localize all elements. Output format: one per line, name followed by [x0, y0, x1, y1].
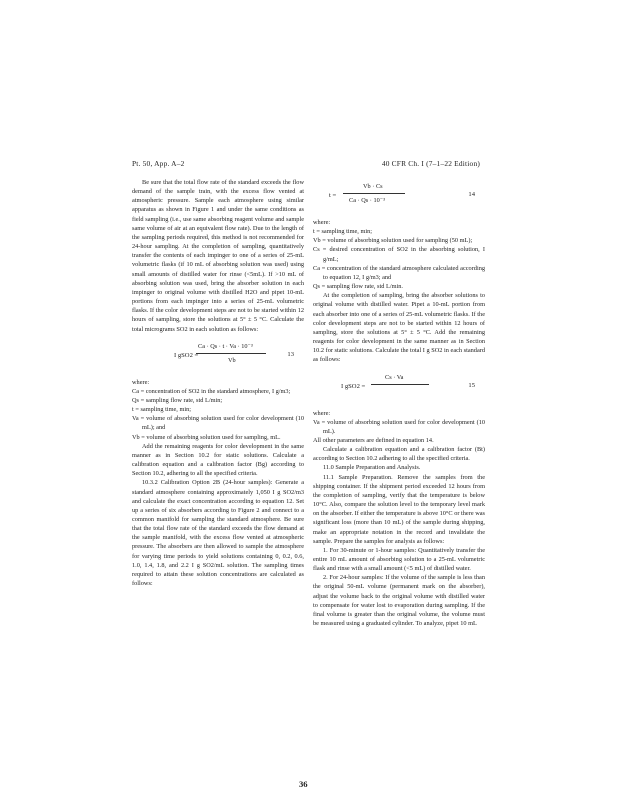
- equation-number: 15: [468, 381, 475, 389]
- equation-numerator: Cs · Va: [385, 373, 404, 381]
- running-header-left: Pt. 50, App. A–2: [132, 159, 185, 168]
- fraction-bar: [371, 384, 429, 385]
- definition: t = sampling time, min;: [132, 406, 191, 414]
- equation-lhs: I gSO2 =: [341, 382, 366, 390]
- paragraph: 1. For 30-minute or 1-hour samples: Quantitatively transfer the entire 10 mL amount of absorbing solution to a 25-mL volumetric flask and rinse with a small amount (<5 mL) of distilled water.: [313, 546, 485, 573]
- page-number: 36: [299, 779, 308, 789]
- definition: All other parameters are defined in equation 14.: [313, 436, 434, 444]
- equation-denominator: Ca · Qs · 10⁻³: [349, 197, 385, 204]
- equation-13: [132, 338, 304, 374]
- running-header-right: 40 CFR Ch. I (7–1–22 Edition): [381, 159, 480, 168]
- definition: t = sampling time, min;: [313, 228, 372, 236]
- paragraph: At the completion of sampling, bring the absorber solutions to original volume with distilled water. Pipet a 10-mL portion from each absorber into one of a series of 25-mL volumetric flasks. If the color development steps are not to be started within 12 hours of sampling, store the solutions at 5° ± 5 °C. Add the remaining reagents for color development in the same manner as in Section 10.2 for static solutions. Calculate the total I g SO2 in each standard as follows:: [313, 292, 485, 364]
- equation-denominator: Vb: [228, 356, 236, 364]
- equation-number: 14: [468, 191, 475, 198]
- paragraph: 10.3.2 Calibration Option 2B (24-hour samples): Generate a standard atmosphere containing approximately 1,050 I g SO2/m3 and calculate the exact concentration according to equation 12. Set up a series of six absorbers according to Figure 2 and connect to a common manifold for sampling the standard atmosphere. Be sure that the total flow rate of the standard exceeds the flow demand at the sample manifold, with the excess flow vented at atmospheric pressure. The absorbers are then allowed to sample the atmosphere for varying time periods to yield solutions containing 0, 0.2, 0.6, 1.0, 1.4, 1.8, and 2.2 I g SO2/mL solution. The sampling times required to attain these solution concentrations are calculated as follows:: [132, 479, 304, 588]
- equation-numerator: Ca · Qs · t · Va · 10⁻³: [198, 342, 253, 350]
- equation-lhs: I gSO2 =: [174, 351, 199, 359]
- equation-15: [313, 369, 485, 405]
- definition: Vb = volume of absorbing solution used for sampling (50 mL);: [313, 237, 473, 245]
- where-label: where:: [313, 409, 331, 417]
- definition: Qs = sampling flow rate, std L/min;: [132, 396, 223, 404]
- equation-14: [313, 178, 485, 214]
- paragraph: 2. For 24-hour samples: If the volume of the sample is less than the original 50-mL volume (permanent mark on the absorber), adjust the volume back to the original volume with distilled water to compensate for water lost to evaporation during sampling. If the final volume is greater than the original volume, the volume must be measured using a graduated cylinder. To analyze, pipet 10 mL: [313, 574, 485, 628]
- definition: Va = volume of absorbing solution used for color development (10 mL).: [313, 418, 485, 435]
- where-label: where:: [132, 378, 150, 386]
- fraction-bar: [196, 353, 266, 354]
- definition: Va = volume of absorbing solution used for color development (10 mL); and: [132, 415, 304, 432]
- definition: Vb = volume of absorbing solution used for sampling, mL.: [132, 433, 281, 441]
- equation-lhs: t =: [329, 192, 337, 199]
- definition: Qs = sampling flow rate, std L/min.: [313, 283, 403, 291]
- section-heading: 11.0 Sample Preparation and Analysis.: [323, 464, 421, 472]
- definition: Ca = concentration of the standard atmosphere calculated according to equation 12, I g/m3; and: [313, 264, 485, 281]
- fraction-bar: [343, 193, 405, 194]
- paragraph: Calculate a calibration equation and a calibration factor (Bt) according to Section 10.2 adhering to all the specified criteria.: [313, 446, 485, 463]
- left-column: [132, 178, 304, 588]
- definition: Ca = concentration of SO2 in the standard atmosphere, I g/m3;: [132, 387, 291, 395]
- equation-number: 13: [287, 350, 294, 358]
- paragraph: 11.1 Sample Preparation. Remove the samples from the shipping container. If the shipment period exceeded 12 hours from the completion of sampling, verify that the temperature is below 10°C. Also, compare the solution level to the temporary level mark on the absorber. If either the temperature is above 10°C or there was significant loss (more than 10 mL) of the sample during shipping, make an appropriate notation in the record and invalidate the sample. Prepare the samples for analysis as follows:: [313, 473, 485, 545]
- right-column: [313, 178, 485, 628]
- definition: Cs = desired concentration of SO2 in the absorbing solution, I g/mL;: [313, 246, 485, 263]
- paragraph: Be sure that the total flow rate of the standard exceeds the flow demand of the sample train, with the excess flow vented at atmospheric pressure. Sample each atmosphere using similar apparatus as shown in Figure 1 and under the same conditions as field sampling (i.e., use same absorbing reagent volume and sample same volume of air at an equivalent flow rate). Due to the length of the sampling periods required, this method is not recommended for 24-hour sampling. At the completion of sampling, quantitatively transfer the contents of each impinger to one of a series of 25-mL volumetric flasks (if 10 mL of absorbing solution was used) using small amounts of distilled water for rinse (<5mL). If >10 mL of absorbing solution was used, bring the absorber solution in each impinger to original volume with distilled H2O and pipet 10-mL portions from each impinger into a series of 25-mL volumetric flasks. If the color development steps are not to be started within 12 hours of sampling, store the solutions at 5° ± 5 °C. Calculate the total micrograms SO2 in each solution as follows:: [132, 179, 304, 333]
- where-label: where:: [313, 219, 331, 226]
- equation-numerator: Vb · Cs: [363, 183, 383, 190]
- paragraph: Add the remaining reagents for color development in the same manner as in Section 10.2 for static solutions. Calculate a calibration equation and a calibration factor (Bg) according to Section 10.2, adhering to all the specified criteria.: [132, 442, 304, 478]
